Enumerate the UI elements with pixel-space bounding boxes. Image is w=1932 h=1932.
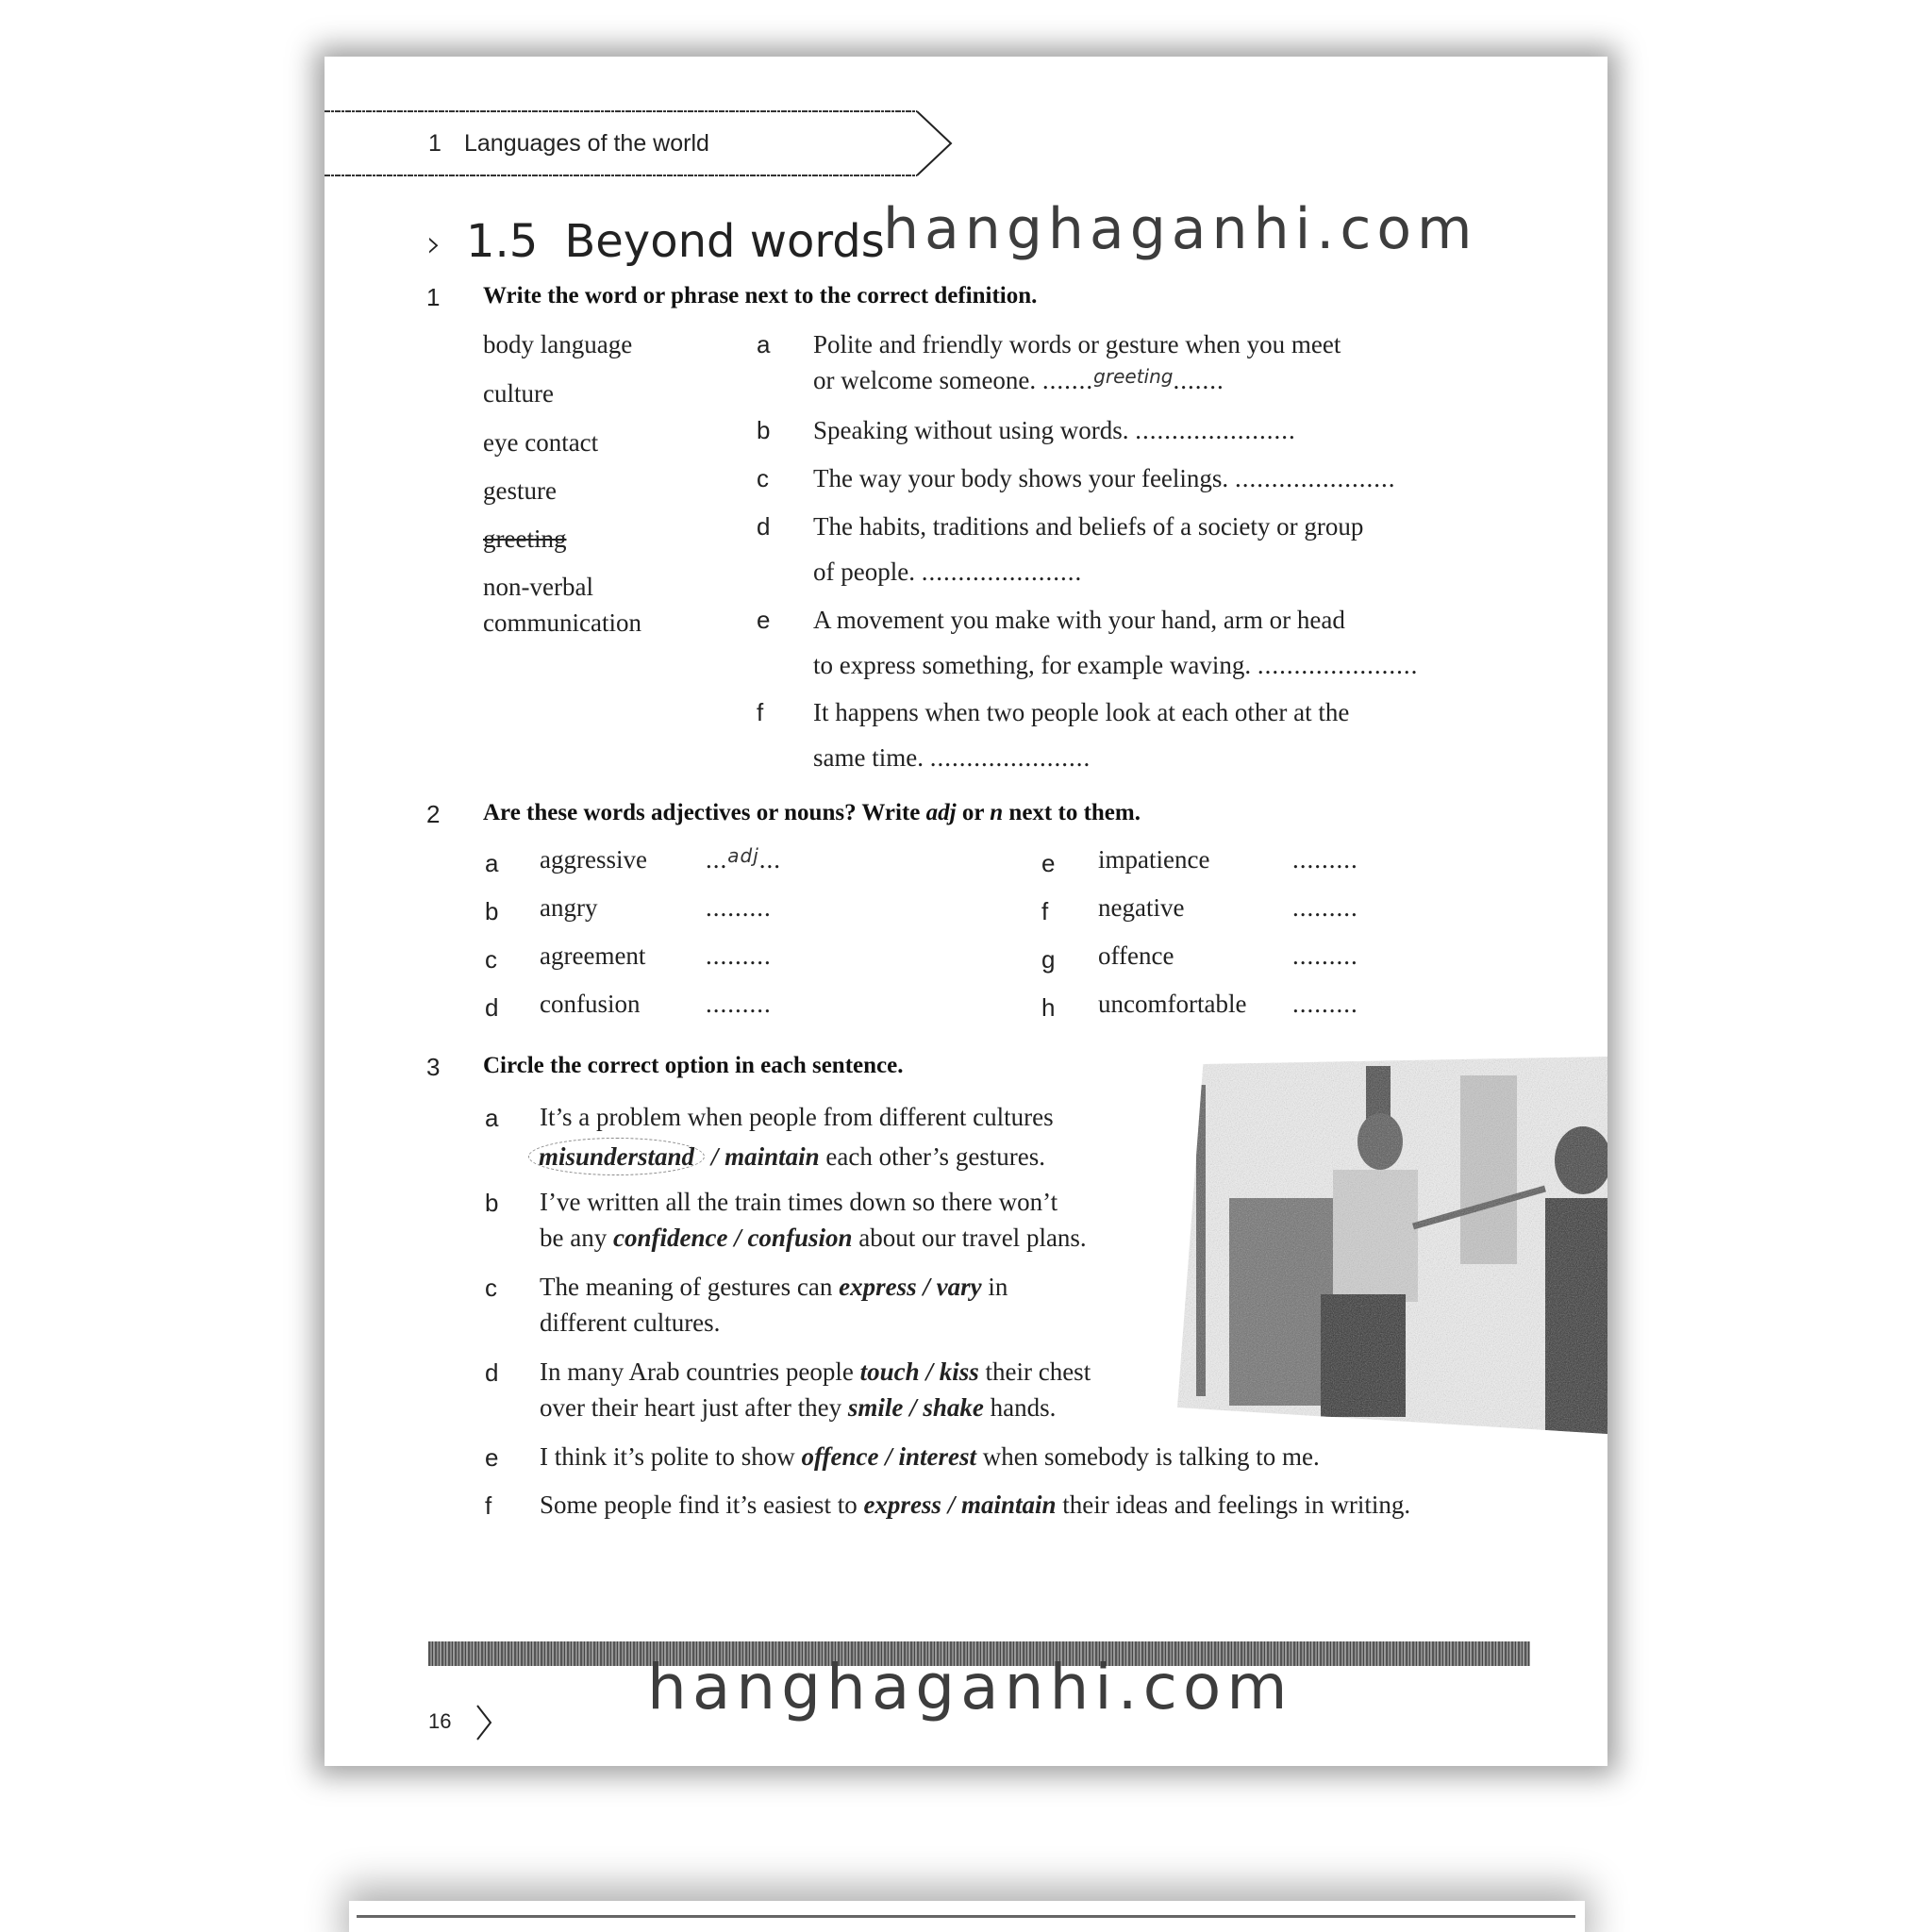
sentence-text: It’s a problem when people from different cultures xyxy=(540,1103,1054,1131)
section-number: 1.5 xyxy=(466,215,539,268)
sentence-line: The meaning of gestures can express / vary in xyxy=(540,1273,1008,1301)
exercise-3-instruction: Circle the correct option in each sentence. xyxy=(483,1053,904,1078)
item-letter: e xyxy=(1041,849,1056,877)
item-letter: b xyxy=(485,1189,499,1217)
unit-number: 1 xyxy=(428,130,441,157)
answer-blank[interactable]: ...................... xyxy=(1257,651,1419,679)
sentence-line: Some people find it’s easiest to express / maintain their ideas and feelings in writing. xyxy=(540,1491,1411,1519)
answer-blank[interactable]: ......... xyxy=(1292,845,1358,874)
answer-blank[interactable]: ......... xyxy=(1292,893,1358,922)
exercise-1-instruction: Write the word or phrase next to the correct definition. xyxy=(483,283,1038,308)
word: angry xyxy=(540,893,598,922)
definition-line xyxy=(813,647,1418,683)
option[interactable]: maintain xyxy=(960,1491,1057,1519)
answer-blank[interactable]: ......... xyxy=(706,990,772,1018)
exercise-3-number: 3 xyxy=(426,1053,441,1081)
answer-field[interactable]: ...$^{adj}$... xyxy=(706,844,782,874)
definition-text: The way your body shows your feelings. xyxy=(813,464,1229,492)
option[interactable]: confusion xyxy=(747,1224,853,1252)
watermark-bottom: hanghaganhi.com xyxy=(647,1651,1293,1724)
sentence-line: misunderstand / maintain each other’s gestures. xyxy=(540,1138,1045,1175)
definition-text: The habits, traditions and beliefs of a society or group xyxy=(813,512,1364,541)
word-item: gesture xyxy=(483,476,557,505)
workbook-page xyxy=(325,57,1607,1766)
answer-blank[interactable]: ...................... xyxy=(921,558,1083,586)
word-item: body language xyxy=(483,330,633,358)
chevron-right-icon xyxy=(474,1702,494,1743)
definition-line xyxy=(813,460,1395,496)
definition-text: of people. xyxy=(813,558,915,586)
definition-line xyxy=(813,554,1082,590)
item-letter: f xyxy=(757,698,764,726)
unit-banner xyxy=(325,109,955,177)
item-letter: e xyxy=(485,1443,499,1472)
exercise-1-number: 1 xyxy=(426,283,441,311)
option[interactable]: smile xyxy=(847,1393,904,1422)
word-item: culture xyxy=(483,379,554,408)
word: uncomfortable xyxy=(1098,990,1247,1018)
option[interactable]: touch xyxy=(859,1357,920,1386)
option[interactable]: kiss xyxy=(939,1357,979,1386)
unit-title: Languages of the world xyxy=(464,130,709,157)
sentence-text: different cultures. xyxy=(540,1308,721,1337)
watermark-top: hanghaganhi.com xyxy=(883,196,1478,262)
answer-blank[interactable]: ......... xyxy=(706,893,772,922)
sentence-line: I think it’s polite to show offence / interest when somebody is talking to me. xyxy=(540,1442,1320,1471)
chevron-right-icon: › xyxy=(426,223,441,266)
answer-blank[interactable]: ......... xyxy=(706,941,772,970)
option[interactable]: maintain xyxy=(724,1142,820,1171)
word: offence xyxy=(1098,941,1174,970)
item-letter: e xyxy=(757,606,771,634)
definition-answer-line xyxy=(813,362,1224,400)
answer-blank[interactable]: ...................... xyxy=(929,743,1091,772)
definition-line xyxy=(813,740,1091,775)
answer-blank[interactable]: ...................... xyxy=(1135,416,1296,444)
option-circled[interactable]: misunderstand xyxy=(528,1138,705,1175)
answer-blank[interactable]: ....... xyxy=(1041,366,1094,394)
option[interactable]: express xyxy=(839,1273,917,1301)
item-letter: d xyxy=(757,512,771,541)
page-number: 16 xyxy=(428,1709,452,1733)
item-letter: h xyxy=(1041,993,1056,1022)
item-letter: f xyxy=(485,1491,492,1520)
word-item: communication xyxy=(483,608,641,637)
word: aggressive xyxy=(540,845,647,874)
next-page-rule xyxy=(357,1915,1575,1918)
definition-text: A movement you make with your hand, arm or head xyxy=(813,606,1345,634)
word-item: non-verbal xyxy=(483,573,593,601)
option[interactable]: offence xyxy=(801,1442,879,1471)
answer-blank[interactable]: ......... xyxy=(1292,990,1358,1018)
option[interactable]: confidence xyxy=(612,1224,728,1252)
item-letter: c xyxy=(757,464,769,492)
definition-text: same time. xyxy=(813,743,924,772)
word: negative xyxy=(1098,893,1185,922)
item-letter: a xyxy=(485,1104,499,1132)
item-letter: b xyxy=(757,416,771,444)
word: confusion xyxy=(540,990,641,1018)
option[interactable]: interest xyxy=(898,1442,977,1471)
item-letter: d xyxy=(485,993,499,1022)
handwritten-answer: adj xyxy=(727,844,759,867)
item-letter: f xyxy=(1041,897,1049,925)
definition-text: Polite and friendly words or gesture when you meet xyxy=(813,330,1341,358)
sentence-text: I’ve written all the train times down so there won’t xyxy=(540,1188,1058,1216)
answer-blank[interactable]: ....... xyxy=(1173,366,1224,394)
definition-text: It happens when two people look at each other at the xyxy=(813,698,1350,726)
item-letter: b xyxy=(485,897,499,925)
option[interactable]: express xyxy=(863,1491,941,1519)
word: agreement xyxy=(540,941,646,970)
sentence-line: be any confidence / confusion about our travel plans. xyxy=(540,1224,1087,1252)
exercise-2-number: 2 xyxy=(426,800,441,828)
definition-text: to express something, for example waving. xyxy=(813,651,1252,679)
word-item: eye contact xyxy=(483,428,599,457)
item-letter: a xyxy=(485,849,499,877)
photo-image xyxy=(1177,1057,1607,1434)
option[interactable]: shake xyxy=(923,1393,984,1422)
answer-blank[interactable]: ...................... xyxy=(1234,464,1396,492)
sentence-line: In many Arab countries people touch / kiss their chest xyxy=(540,1357,1091,1386)
item-letter: g xyxy=(1041,945,1056,974)
item-letter: c xyxy=(485,1274,497,1302)
handwritten-answer: greeting xyxy=(1093,365,1174,388)
section-title: Beyond words xyxy=(564,215,885,268)
exercise-2-instruction: Are these words adjectives or nouns? Write adj or n next to them. xyxy=(483,800,1141,825)
greeting-photo xyxy=(1177,1057,1607,1434)
item-letter: c xyxy=(485,945,497,974)
definition-text: Speaking without using words. xyxy=(813,416,1129,444)
section-heading xyxy=(426,215,885,281)
word-item-used: greeting xyxy=(483,525,567,553)
answer-blank[interactable]: ......... xyxy=(1292,941,1358,970)
item-letter: a xyxy=(757,330,771,358)
item-letter: d xyxy=(485,1358,499,1387)
definition-text: or welcome someone. xyxy=(813,366,1037,394)
sentence-line: over their heart just after they smile / shake hands. xyxy=(540,1393,1057,1422)
definition-line xyxy=(813,412,1296,448)
word: impatience xyxy=(1098,845,1210,874)
option[interactable]: vary xyxy=(936,1273,982,1301)
